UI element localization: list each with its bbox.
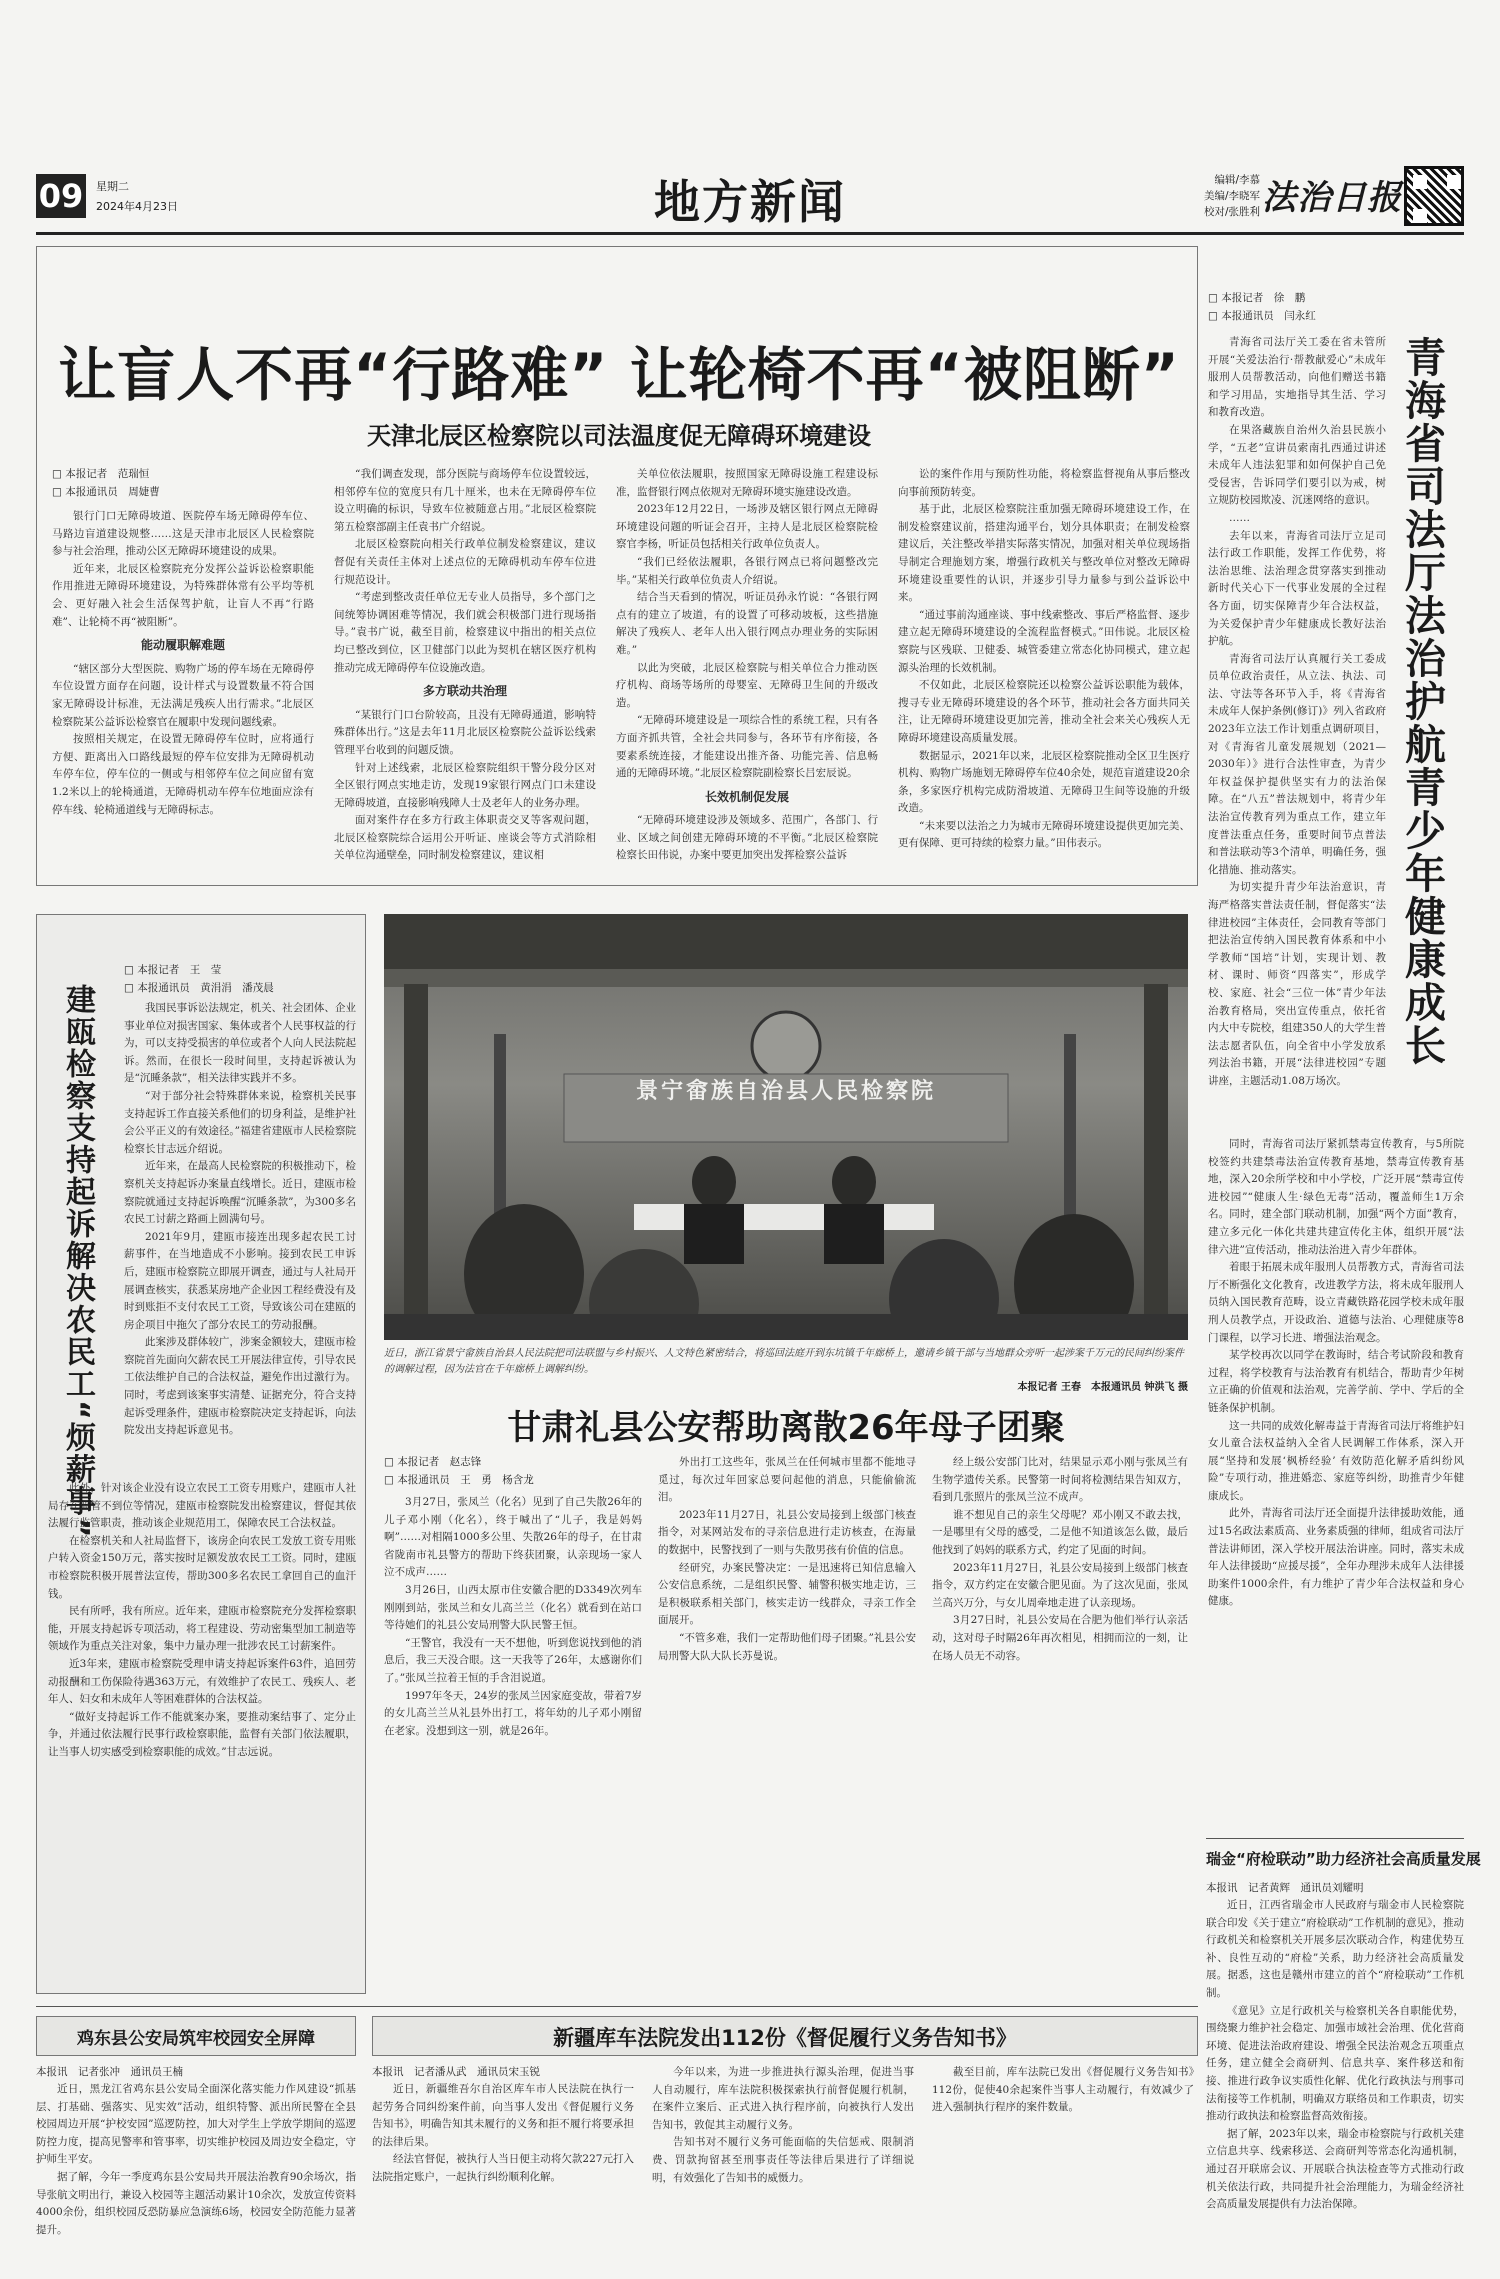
paragraph: “某银行门口台阶较高，且没有无障碍通道，影响特殊群体出行。”这是去年11月北辰区检察院公益诉讼线索管理平台收到的问题反馈。	[334, 708, 596, 756]
paragraph: “无障碍环境建设是一项综合性的系统工程，只有各方面齐抓共管，全社会共同参与，各环节有序衔接，各要素系统连接，才能建设出推齐备、功能完善、信息畅通的无障碍环境。”北辰区检察院副检察长吕宏辰说。	[616, 714, 878, 780]
paragraph: 据了解，今年一季度鸡东县公安局共开展法治教育90余场次，指导张航文明出行，兼设入校园等主题活动累计10余次，发放宣传资料4000余份，组织校园反恐防暴应急演练6场，校园安全防范能力显著提升。	[36, 2170, 356, 2236]
reporter-line: □ 本报记者 徐 鹏	[1208, 292, 1306, 304]
paragraph: “王警官，我没有一天不想他，听到您说找到他的消息后，我三天没合眼。这一天我等了26年，太感谢你们了。”张凤兰拉着王恒的手含泪说道。	[384, 1636, 642, 1684]
proofreader-name: 校对/张胜利	[1203, 206, 1260, 218]
jianou-col-top	[124, 1000, 356, 1470]
qinghai-col-top	[1208, 334, 1386, 1134]
paragraph: 2021年9月，建瓯市接连出现多起农民工讨薪事件，在当地造成不小影响。接到农民工申诉后，建瓯市检察院立即展开调查，通过与人社局开展调查核实，获悉某房地产企业因工程经费没有及时到账拒不支付农民工工资，导致该公司在建瓯的房企项目中拖欠了部分农民工的劳动报酬。	[124, 1230, 356, 1331]
reporter-line: □ 本报记者 王 莹	[124, 964, 222, 976]
paragraph: 为切实提升青少年法治意识，青海严格落实普法责任制，督促落实“法律进校园”主体责任，会同教育等部门把法治宣传纳入国民教育体系和中小学教师“国培”计划，实现计划、教材、课时、师资“四落实”，形成学校、家庭、社会“三位一体”青少年法治教育格局，突出宣传重点，依托省内大中专院校，组建350人的大学生普法志愿者队伍，向全省中小学发放系列法治书籍，开展“法律进校园”专题讲座，主题活动1.08万场次。	[1208, 881, 1386, 1087]
article-barrier-free-col4	[898, 466, 1190, 876]
paragraph: 去年以来，青海省司法厅立足司法行政工作职能，发挥工作优势，将法治思维、法治理念贯穿落实到推动新时代关心下一代事业发展的全过程各方面，切实保障青少年合法权益，为关爱保护青少年健康成长教好法治护航。	[1208, 529, 1386, 648]
article-barrier-free-col2	[334, 466, 596, 876]
paragraph: 2023年11月27日，礼县公安局接到上级部门核查指令，对某网站发布的寻亲信息进行走访核查，在海量的数据中，民警找到了一则与失散男孩有价值的信息。	[658, 1508, 916, 1556]
paragraph: 民有所呼，我有所应。近年来，建瓯市检察院充分发挥检察职能，开展支持起诉专项活动，将工程建设、劳动密集型加工制造等领域作为重点关注对象，集中力量办理一批涉农民工讨薪案件。	[48, 1605, 356, 1653]
section-heading: 能动履职解难题	[140, 638, 225, 653]
paragraph: 在果洛藏族自治州久治县民族小学，“五老”宣讲员索南扎西通过讲述未成年人违法犯罪和如何保护自己免受侵害，告诉同学们要引以为戒，树立规防校园欺凌、沉迷网络的意识。	[1208, 423, 1386, 507]
paragraph: “我们调查发现，部分医院与商场停车位设置较远，相邻停车位的宽度只有几十厘米，也未在无障碍停车位设立明确的标识，导致车位被随意占用。”北辰区检察院第五检察部副主任袁书广介绍说。	[334, 468, 596, 533]
article-barrier-free-col3	[616, 466, 878, 876]
paragraph: 在检察机关和人社局监督下，该房企向农民工发放工资专用账户转入资金150万元，落实按时足额发放农民工工资。同时，建瓯市检察院积极开展普法宣传，帮助300多名农民工拿回自己的血汗钱。	[48, 1534, 356, 1600]
paragraph: 我国民事诉讼法规定，机关、社会团体、企业事业单位对损害国家、集体或者个人民事权益的行为，可以支持受损害的单位或者个人向人民法院起诉。然而，在很长一段时间里，支持起诉被认为是“沉睡条款”，相关法律实践并不多。	[124, 1002, 356, 1085]
gansu-col1	[384, 1454, 642, 1974]
article-barrier-free-title: 让盲人不再“行路难” 让轮椅不再“被阻断”	[58, 341, 1180, 409]
paragraph: “无障碍环境建设涉及领域多、范围广，各部门、行业、区域之间创建无障碍环境的不平衡。”北辰区检察院检察长田伟说，办案中要更加突出发挥检察公益诉	[616, 814, 878, 862]
gansu-col3	[932, 1454, 1188, 1974]
paragraph: 近日，新疆维吾尔自治区库车市人民法院在执行一起劳务合同纠纷案件前，向当事人发出《督促履行义务告知书》，明确告知其未履行的义务和拒不履行将要承担的法律后果。	[372, 2083, 634, 2148]
paragraph: 经研究，办案民警决定：一是迅速将已知信息输入公安信息系统，二是组织民警、辅警积极实地走访，三是积极联系相关部门，核实走访一线群众，寻亲工作全面展开。	[658, 1561, 916, 1627]
paragraph: 面对案件存在多方行政主体职责交叉等客观问题，北辰区检察院综合运用公开听证、座谈会等方式消除相关单位沟通壁垒，同时制发检察建议，建议相	[334, 814, 596, 862]
editor-name: 编辑/李慕	[1214, 174, 1260, 186]
xinjiang-title: 新疆库车法院发出112份《督促履行义务告知书》	[553, 2026, 1017, 2050]
photo-credit: 本报记者 王春 本报通讯员 钟洪飞 摄	[1017, 1382, 1188, 1393]
gansu-title: 甘肃礼县公安帮助离散26年母子团聚	[507, 1408, 1065, 1448]
divider	[36, 2006, 1198, 2007]
reporter-line: 本报讯 记者张冲 通讯员王楠	[36, 2066, 183, 2078]
jianou-title: 建瓯检察支持起诉解决农民工“烦薪事”	[60, 984, 95, 1540]
paragraph: 据了解，2023年以来，瑞金市检察院与行政机关建立信息共享、线索移送、会商研判等常态化沟通机制，通过召开联席会议、开展联合执法检查等方式推动行政机关依法行政，共同提升社会治理能力，为瑞金经济社会高质量发展提供有力法治保障。	[1206, 2127, 1464, 2211]
ruijin-body	[1206, 1880, 1464, 2250]
paragraph: 北辰区检察院向相关行政单位制发检察建议，建议督促有关责任主体对上述点位的无障碍机动车停车位进行规范设计。	[334, 538, 596, 586]
qinghai-byline	[1208, 290, 1468, 326]
paragraph: 青海省司法厅认真履行关工委成员单位政治责任，从立法、执法、司法、守法等各环节入手，将《青海省未成年人保护条例(修订)》列入省政府2023年立法工作计划重点调研项目，对《青海省儿童发展规划（2021—2030年）》进行合法性审查，为青少年权益保护提供坚实有力的法治保障。在“八五”普法规划中，将青少年法治宣传教育列为重点工作，建立年度普法重点任务，重要时间节点普法和普法联动等3个清单，明确任务，强化措施、推动落实。	[1208, 652, 1386, 876]
paragraph: 告知书对不履行义务可能面临的失信惩戒、限制消费、罚款拘留甚至刑事责任等法律后果进行了详细说明，有效强化了告知书的威慑力。	[652, 2136, 914, 2184]
correspondent-line: □ 本报通讯员 闫永红	[1208, 310, 1316, 322]
paragraph: 外出打工这些年，张凤兰在任何城市里都不能地寻觅过，每次过年回家总要问起他的消息，只能偷偷流泪。	[658, 1456, 916, 1504]
xinjiang-col3	[932, 2064, 1194, 2254]
hudong-body	[36, 2064, 356, 2254]
paragraph: 以此为突破，北辰区检察院与相关单位合力推动医疗机构、商场等场所的母婴室、无障碍卫生间的升级改造。	[616, 661, 878, 709]
paragraph: ……	[1229, 511, 1250, 524]
paragraph: 着眼于拓展未成年服刑人员帮教方式，青海省司法厅不断强化文化教育，改进教学方法，将未成年服刑人员纳入国民教育范畴，设立青藏铁路花园学校未成年服刑人员教学点，开设政治、道德与法治、心理健康等8门课程，以学习长进、增强法治观念。	[1208, 1261, 1464, 1344]
article-barrier-free-col1	[52, 466, 314, 876]
section-title: 地方新闻	[654, 175, 846, 229]
paragraph: 2023年12月22日，一场涉及辖区银行网点无障碍环境建设问题的听证会召开，主持人是北辰区检察院检察官李杨，听证员包括相关行政单位负责人。	[616, 503, 878, 551]
hudong-title: 鸡东县公安局筑牢校园安全屏障	[77, 2029, 315, 2049]
paragraph: 结合当天看到的情况，听证员孙永竹说：“各银行网点有的建立了坡道，有的设置了可移动坡板，这些措施解决了残疾人、老年人出入银行网点办理业务的实际困难。”	[616, 591, 878, 656]
reporter-line: □ 本报记者 范瑞恒	[52, 468, 150, 480]
paragraph: 某学校再次以同学在教诲时，结合考试阶段和教育过程，将学校教育与法治教育有机结合，帮助青少年树立正确的价值观和法治观，完善学前、学中、学后的全链条保护机制。	[1208, 1349, 1464, 1414]
qinghai-title: 青海省司法厅法治护航青少年健康成长	[1398, 336, 1446, 1067]
paragraph: 1997年冬天，24岁的张凤兰因家庭变故，带着7岁的女儿高兰兰从礼县外出打工，将年幼的儿子邓小刚留在老家。没想到这一别，就是26年。	[384, 1689, 642, 1737]
header-rule	[36, 232, 1464, 235]
paragraph: 讼的案件作用与预防性功能，将检察监督视角从事后整改向事前预防转变。	[898, 468, 1190, 498]
paragraph: “对于部分社会特殊群体来说，检察机关民事支持起诉工作直接关系他们的切身利益，是维护社会公平正义的有效途径。”福建省建瓯市人民检察院检察长甘志远介绍说。	[124, 1089, 356, 1155]
paragraph: 不仅如此，北辰区检察院还以检察公益诉讼职能为载体，搜寻专业无障碍环境建设的各个环节，推动社会各方面共同关注，让无障碍环境建设更加完善，推动全社会来关心残疾人无障碍环境建设高质量发展。	[898, 679, 1190, 744]
qr-code[interactable]	[1404, 166, 1464, 226]
correspondent-line: □ 本报通讯员 黄涓涓 潘茂晨	[124, 982, 274, 994]
page-number-box: 09	[36, 174, 86, 218]
paragraph: 数据显示，2021年以来，北辰区检察院推动全区卫生医疗机构、购物广场施划无障碍停车位40余处，规范盲道建设20余条，多家医疗机构完成防滑坡道、无障碍卫生间等设施的升级改造。	[898, 749, 1190, 815]
reporter-line: □ 本报记者 赵志锋	[384, 1456, 482, 1468]
paragraph: 针对上述线索，北辰区检察院组织干警分段分区对全区银行网点实地走访，发现19家银行网点门口未建设无障碍坡道，直接影响残障人士及老年人的业务办理。	[334, 761, 596, 809]
reporter-line: 本报讯 记者黄辉 通讯员刘耀明	[1206, 1882, 1364, 1894]
paragraph: 近3年来，建瓯市检察院受理申请支持起诉案件63件，追回劳动报酬和工伤保险待遇363万元，有效维护了农民工、残疾人、老年人、妇女和未成年人等困难群体的合法权益。	[48, 1657, 356, 1706]
paragraph: 同时，青海省司法厅紧抓禁毒宣传教育，与5所院校签约共建禁毒法治宣传教育基地，禁毒宣传教育基地，深入20余所学校和中小学校，广泛开展“禁毒宣传进校园”“健康人生·绿色无毒”活动，覆盖师生1万余名。同时，建全部门联动机制，加强“两个方面”教育，建立多元化一体化共建共建宣传化主体，组织开展“法律六进”宣传活动，推动法治进入青少年群体。	[1208, 1138, 1464, 1256]
paragraph: “不管多难，我们一定帮助他们母子团聚。”礼县公安局刑警大队大队长苏曼说。	[658, 1631, 916, 1662]
masthead-logo: 法治日报	[1262, 178, 1402, 218]
paragraph: 近年来，北辰区检察院充分发挥公益诉讼检察职能作用推进无障碍环境建设，为特殊群体常有公平均等机会、更好融入社会生活保驾护航，让盲人不再“行路难”、让轮椅不再“被阻断”。	[52, 562, 314, 628]
paragraph: 经上级公安部门比对，结果显示邓小刚与张凤兰有生物学遗传关系。民警第一时间将检测结果告知双方，看到几张照片的张凤兰泣不成声。	[932, 1456, 1188, 1504]
reporter-line: 本报讯 记者潘从武 通讯员宋玉锐	[372, 2066, 540, 2078]
editor-credit	[1170, 172, 1260, 220]
paragraph: 3月27日，张凤兰（化名）见到了自己失散26年的儿子邓小刚（化名），终于喊出了“儿子，我是妈妈啊”……对相隔1000多公里、失散26年的母子，在甘肃省陇南市礼县警方的帮助下终获团聚，认亲现场一家人泣不成声……	[384, 1496, 642, 1579]
paragraph: 今年以来，为进一步推进执行源头治理，促进当事人自动履行，库车法院积极探索执行前督促履行机制，在案件立案后、正式进入执行程序前，向被执行人发出告知书，敦促其主动履行义务。	[652, 2066, 914, 2131]
jianou-col-bottom	[48, 1480, 356, 1984]
xinjiang-col1	[372, 2064, 634, 2254]
paragraph: 谁不想见自己的亲生父母呢？邓小刚又不敢去找，一是哪里有父母的感受，二是他不知道该怎么做，最后他找到了妈妈的联系方式，约定了见面的时间。	[932, 1508, 1188, 1556]
divider	[1206, 1838, 1464, 1839]
paragraph: 《意见》立足行政机关与检察机关各自职能优势，围绕聚力维护社会稳定、加强市域社会治理、优化营商环境、促进法治政府建设、增强全民法治观念五项重点任务，建立健全会商研判、信息共享、案件移送和衔接、推进行政争议实质性化解、优化行政执法与刑事司法衔接等工作机制，明确双方联络员和工作职责，切实推动行政执法和检察监督高效衔接。	[1206, 2004, 1464, 2123]
paragraph: “未来要以法治之力为城市无障碍环境建设提供更加完美、更有保障、更可持续的检察力量。”田伟表示。	[898, 819, 1190, 850]
paragraph: 3月26日，山西太原市住安徽合肥的D3349次列车刚刚到站，张凤兰和女儿高兰兰（化名）就看到在站口等待她们的礼县公安局刑警大队民警王恒。	[384, 1583, 642, 1632]
ruijin-title: 瑞金“府检联动”助力经济社会高质量发展	[1206, 1850, 1481, 1868]
paragraph: 经法官督促，被执行人当日便主动将欠款227元打入法院指定账户，一起执行纠纷顺利化解。	[372, 2153, 634, 2183]
photo-scene	[384, 914, 1188, 1340]
news-photo	[384, 914, 1188, 1340]
paragraph: 此外，青海省司法厅还全面提升法律援助效能，通过15名政法素质高、业务素质强的律师，组成省司法厅普法讲师团，深入学校开展法治讲座。同时，落实未成年人法律援助“应援尽援”，全年办理涉未成年人法律援助案件1000余件，有力维护了青少年合法权益和身心健康。	[1208, 1507, 1464, 1608]
jianou-byline	[124, 962, 360, 998]
correspondent-line: □ 本报通讯员 周婕曹	[52, 486, 160, 498]
paragraph: 关单位依法履职，按照国家无障碍设施工程建设标准，监督银行网点依规对无障碍环境实施建设改造。	[616, 468, 878, 498]
section-heading: 长效机制促发展	[704, 789, 789, 804]
paragraph: 截至目前，库车法院已发出《督促履行义务告知书》112份，促使40余起案件当事人主动履行，有效减少了进入强制执行程序的案件数量。	[932, 2066, 1194, 2114]
paragraph: “做好支持起诉工作不能就案办案，要推动案结事了、定分止争，并通过依法履行民事行政检察职能，监督有关部门依法履职，让当事人切实感受到检察职能的成效。”甘志远说。	[48, 1710, 356, 1758]
correspondent-line: □ 本报通讯员 王 勇 杨含龙	[384, 1474, 534, 1486]
photo-banner-text: 景宁畲族自治县人民检察院	[635, 1079, 936, 1104]
xinjiang-col2	[652, 2064, 914, 2254]
paragraph: 近日，黑龙江省鸡东县公安局全面深化落实能力作风建设“抓基层、打基础、强落实、见实效”活动，组织特警、派出所民警在全县校园周边开展“护校安园”巡逻防控，加大对学生上学放学期间的巡逻防控力度，提高见警率和管事率，切实维护校园及周边安全稳定，守护师生平安。	[36, 2083, 356, 2166]
paragraph: “辖区部分大型医院、购物广场的停车场在无障碍停车位设置方面存在问题，设计样式与设置数量不符合国家无障碍设计标准，无法满足残疾人出行需求。”北辰区检察院某公益诉讼检察官在履职中发现问题线索。	[52, 662, 314, 728]
paragraph: “考虑到整改责任单位无专业人员指导，多个部门之间统筹协调困难等情况，我们就会积极部门进行现场指导。”袁书广说，截至目前，检察建议中指出的相关点位均已整改到位，区卫健部门以此为契机在辖区医疗机构推动完成无障碍停车位设施改造。	[334, 591, 596, 674]
paragraph: 这一共同的成效化解毒益于青海省司法厅将维护妇女儿童合法权益纳入全省人民调解工作体系，深入开展“坚持和发展‘枫桥经验’ 有效防范化解矛盾纠纷风险”专项行动，推进婚恋、家庭等纠纷，助推青少年健康成长。	[1208, 1419, 1464, 1502]
header-date: 2024年4月23日	[96, 200, 178, 213]
paragraph: 基于此，北辰区检察院注重加强无障碍环境建设工作，在制发检察建议前，搭建沟通平台，划分具体职责；在制发检察建议后，关注整改举措实际落实情况，加强对相关单位现场指导制定合理施划方案，增强行政机关与整改单位对整改无障碍环境建设重要性的认识，并逐步引导力量参与到公益诉讼中来。	[898, 503, 1190, 604]
art-editor-name: 美编/李晓军	[1203, 190, 1260, 202]
paragraph: 此外，针对该企业没有设立农民工工资专用账户，建瓯市人社局存在监管不到位等情况，建瓯市检察院发出检察建议，督促其依法履行监管职责，推动该企业规范用工，保障农民工合法权益。	[48, 1482, 356, 1530]
header-weekday: 星期二	[96, 180, 129, 193]
paragraph: “通过事前沟通座谈、事中线索整改、事后严格监督、逐步建立起无障碍环境建设的全流程监督模式。”田伟说。北辰区检察院与区残联、卫健委、城管委建立常态化协同模式，建立起源头治理的长效机制。	[898, 608, 1190, 674]
paragraph: 青海省司法厅关工委在省未管所开展“关爱法治行·帮教献爱心”未成年服刑人员帮教活动，向他们赠送书籍和学习用品，实地指导其生活、学习和教育改造。	[1208, 336, 1386, 419]
paragraph: 近日，江西省瑞金市人民政府与瑞金市人民检察院联合印发《关于建立“府检联动”工作机制的意见》，推动行政机关和检察机关开展多层次联动合作，构建优势互补、良性互动的“府检”关系，助力经济社会高质量发展。据悉，这也是赣州市建立的首个“府检联动”工作机制。	[1206, 1899, 1464, 1999]
paragraph: 按照相关规定，在设置无障碍停车位时，应将通行方便、距离出入口路线最短的停车位安排为无障碍机动车停车位，停车位的一侧或与相邻停车位之间应留有宽1.2米以上的轮椅通道，无障碍机动车停车位地面应涂有停车线、轮椅通道线与无障碍标志。	[52, 733, 314, 816]
paragraph: 3月27日时，礼县公安局在合肥为他们举行认亲活动，这对母子时隔26年再次相见，相拥而泣的一刻，让在场人员无不动容。	[932, 1614, 1188, 1662]
paragraph: 银行门口无障碍坡道、医院停车场无障碍停车位、马路边盲道建设规整……这是天津市北辰区人民检察院参与社会治理，推动公区无障碍环境建设的成果。	[52, 510, 314, 558]
article-barrier-free-subtitle: 天津北辰区检察院以司法温度促无障碍环境建设	[367, 422, 871, 450]
paragraph: 2023年11月27日，礼县公安局接到上级部门核查指令，双方约定在安徽合肥见面。为了这次见面，张凤兰高兴万分，与女儿周牵地走进了认亲现场。	[932, 1561, 1188, 1609]
paragraph: 近年来，在最高人民检察院的积极推动下，检察机关支持起诉办案量直线增长。近日，建瓯市检察院就通过支持起诉唤醒“沉睡条款”，为300多名农民工讨薪之路画上圆满句号。	[124, 1160, 356, 1226]
byline	[52, 466, 314, 501]
byline	[384, 1454, 642, 1489]
photo-caption: 近日，浙江省景宁畲族自治县人民法院把司法联盟与乡村振兴、人文特色紧密结合，将巡回法庭开到东坑镇千年廊桥上，邀请乡镇干部与当地群众旁听一起涉案千万元的民间纠纷案件的调解过程，因为法官在千年廊桥上调解纠纷。	[384, 1348, 1184, 1375]
paragraph: “我们已经依法履职，各银行网点已将问题整改完毕。”某相关行政单位负责人介绍说。	[616, 555, 878, 586]
gansu-col2	[658, 1454, 916, 1974]
paragraph: 此案涉及群体较广，涉案金额较大，建瓯市检察院首先面向欠薪农民工开展法律宣传，引导农民工依法维护自己的合法权益，避免作出过激行为。同时，考虑到该案事实清楚、证据充分，符合支持起诉受理条件，建瓯市检察院决定支持起诉，向法院发出支持起诉意见书。	[124, 1336, 356, 1437]
section-heading: 多方联动共治理	[422, 684, 507, 699]
